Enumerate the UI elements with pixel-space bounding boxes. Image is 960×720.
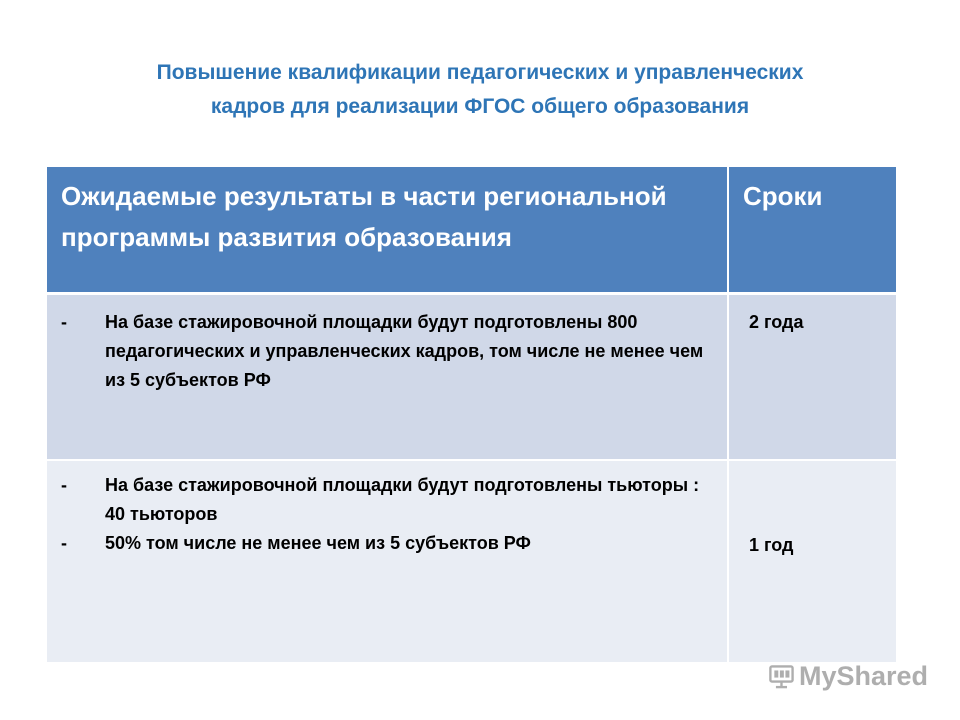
list-item: - 50% том числе не менее чем из 5 субъектов РФ: [57, 529, 717, 558]
slide-title-line-1: Повышение квалификации педагогических и управленческих: [156, 61, 804, 84]
term-value: 2 года: [749, 311, 804, 332]
table-row: [47, 293, 896, 460]
bullet-list: [57, 308, 717, 395]
term-value: 1 год: [749, 535, 794, 555]
slide-title: [60, 56, 900, 124]
results-cell: [47, 460, 728, 662]
header-results: Ожидаемые результаты в части региональной программы развития образования: [47, 167, 728, 293]
results-cell: [47, 293, 728, 460]
slide-title-line-2: кадров для реализации ФГОС общего образования: [210, 95, 750, 118]
list-item: - На базе стажировочной площадки будут подготовлены 800 педагогических и управленческих кадров, том числе не менее чем из 5 субъектов РФ: [57, 308, 717, 395]
term-cell: [728, 460, 896, 662]
table-header-row: [47, 167, 896, 293]
list-item: - На базе стажировочной площадки будут подготовлены тьюторы : 40 тьюторов: [57, 471, 717, 529]
watermark-text: MyShared: [798, 660, 928, 691]
table-row: [47, 460, 896, 662]
presentation-icon: [768, 660, 795, 692]
header-terms: Сроки: [728, 167, 896, 293]
results-table: [47, 167, 896, 662]
watermark: [768, 656, 928, 696]
bullet-list: [57, 471, 717, 558]
term-cell: [728, 293, 896, 460]
